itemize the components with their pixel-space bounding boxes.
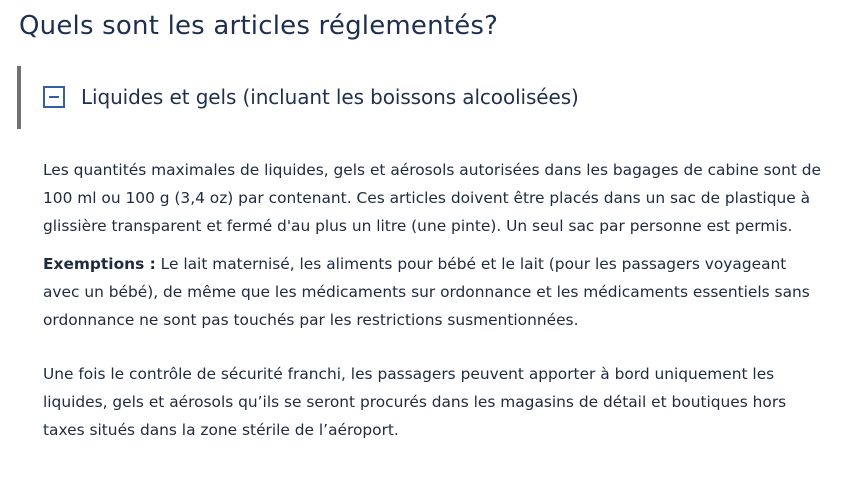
accordion-content <box>43 156 823 444</box>
collapse-toggle-button[interactable] <box>43 86 65 108</box>
minus-icon <box>49 96 59 98</box>
exemptions-label: Exemptions : <box>43 255 156 273</box>
exemptions-paragraph <box>43 250 823 334</box>
accordion-title[interactable]: Liquides et gels (incluant les boissons alcoolisées) <box>81 85 579 109</box>
liquids-limit-paragraph: Les quantités maximales de liquides, gels et aérosols autorisées dans les bagages de cabine sont de 100 ml ou 100 g (3,4 oz) par contenant. Ces articles doivent être placés dans un sac de plastique à glissière transparent et fermé d'au plus un litre (une pinte). Un seul sac par personne est permis. <box>43 161 821 235</box>
exemptions-text: Le lait maternisé, les aliments pour bébé et le lait (pour les passagers voyageant avec un bébé), de même que les médicaments sur ordonnance et les médicaments essentiels sans ordonnance ne sont pas touchés par les restrictions susmentionnées. <box>43 255 810 329</box>
accordion-header-liquids[interactable] <box>17 66 797 129</box>
page-title: Quels sont les articles réglementés? <box>19 11 499 41</box>
after-security-paragraph: Une fois le contrôle de sécurité franchi, les passagers peuvent apporter à bord uniquement les liquides, gels et aérosols qu’ils se seront procurés dans les magasins de détail et boutiques hors taxes situés dans la zone stérile de l’aéroport. <box>43 365 787 439</box>
